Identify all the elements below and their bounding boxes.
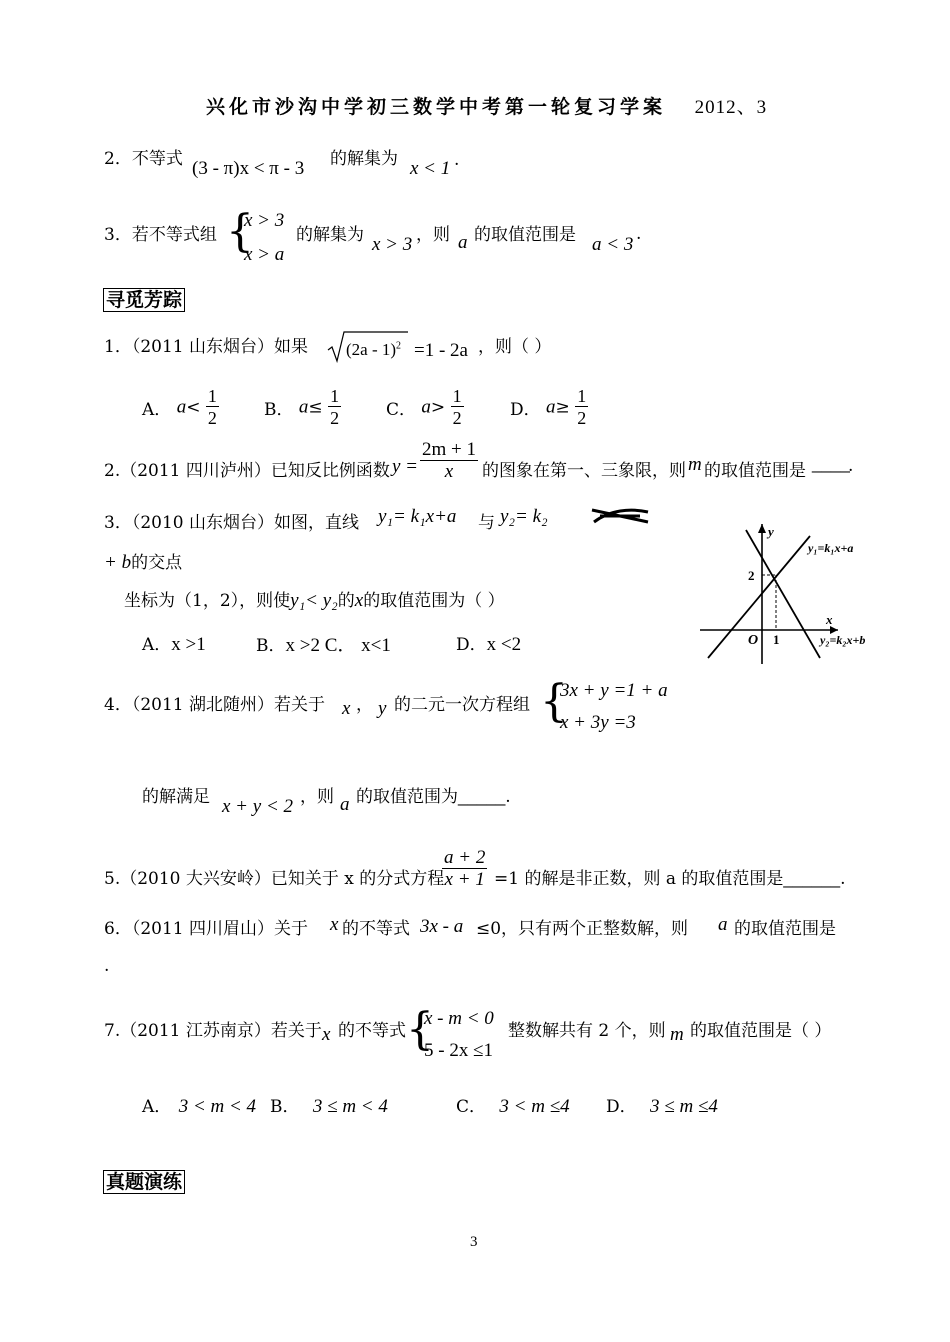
fraction: $\frac{1}{2}$ bbox=[207, 386, 217, 428]
q3-answer: a < 3 bbox=[592, 234, 634, 255]
p1-end: ，则（ ） bbox=[478, 337, 552, 357]
graph-tick-x: 1 bbox=[773, 632, 780, 647]
p3-graph bbox=[696, 518, 916, 668]
p3-eq1: y₁= k₁x+a bbox=[378, 506, 457, 527]
q3-mid3: 的取值范围是 bbox=[474, 225, 576, 245]
header-date: 2012、3 bbox=[694, 97, 768, 118]
scribble-mark bbox=[590, 506, 652, 526]
graph-tick-y: 2 bbox=[748, 568, 755, 583]
p2-lhs: y = bbox=[392, 456, 419, 477]
p3-option-d[interactable]: D．x <2 bbox=[456, 634, 522, 655]
p1-rhs: =1 - 2a bbox=[414, 340, 468, 361]
problem-4: 4．（2011 湖北随州）若关于 bbox=[104, 695, 325, 715]
p6-line2: . bbox=[104, 956, 110, 976]
graph-label-y1: y₁=k₁x+a bbox=[808, 541, 854, 555]
p4-blank: _____ bbox=[458, 787, 506, 806]
p4-y: y bbox=[378, 698, 387, 719]
fraction: $\frac{1}{2}$ bbox=[330, 386, 340, 428]
p2-var: m bbox=[688, 454, 702, 475]
q3-mid: 的解集为 bbox=[296, 225, 364, 245]
problem-2: 2.（2011 四川泸州）已知反比例函数 bbox=[104, 461, 390, 481]
page-number: 3 bbox=[470, 1234, 478, 1250]
p7-text2: 的不等式 bbox=[338, 1021, 406, 1041]
graph-x-label: x bbox=[826, 612, 833, 627]
p4-eq1: 3x + y =1 + a bbox=[560, 680, 668, 701]
p3-option-b[interactable]: B．x >2 C． x<1 bbox=[256, 635, 391, 656]
q3-end: . bbox=[636, 224, 642, 244]
p5-fraction: $\frac{a + 2}{x + 1}$ bbox=[444, 847, 486, 890]
p6-var: a bbox=[718, 914, 728, 935]
p2-end: . bbox=[848, 456, 854, 476]
q2-answer: x < 1 bbox=[410, 158, 451, 179]
p6-text2: 的不等式 bbox=[342, 919, 410, 939]
header-title-text: 兴化市沙沟中学初三数学中考第一轮复习学案 bbox=[206, 96, 667, 118]
p4-sep: ， bbox=[356, 695, 373, 715]
p4-line2: 的解满足 bbox=[142, 787, 210, 807]
fraction: $\frac{1}{2}$ bbox=[577, 386, 587, 428]
p6-xvar: x bbox=[330, 914, 339, 935]
p4-x: x bbox=[342, 698, 351, 719]
p1-option-a[interactable]: A． a< $\frac{1}{2}$ bbox=[142, 386, 217, 428]
p7-option-c[interactable]: C． 3 < m ≤4 bbox=[456, 1096, 570, 1117]
problem-6: 6．（2011 四川眉山）关于 bbox=[104, 919, 308, 939]
p3-option-a[interactable]: A．x >1 bbox=[142, 634, 206, 655]
p6-text3: ≤0，只有两个正整数解，则 bbox=[476, 919, 689, 939]
graph-origin: O bbox=[748, 633, 759, 648]
p6-ineq: 3x - a bbox=[420, 916, 464, 937]
p4-var: a bbox=[340, 794, 350, 815]
p1-option-c[interactable]: C． a> $\frac{1}{2}$ bbox=[386, 386, 462, 428]
p2-fraction: $\frac{2m + 1}{x}$ bbox=[422, 439, 476, 482]
q3-brace: { bbox=[226, 206, 254, 257]
p2-text2: 的图象在第一、三象限，则 bbox=[482, 461, 686, 481]
p1-option-b[interactable]: B． a≤ $\frac{1}{2}$ bbox=[264, 386, 340, 428]
section-heading-1: 寻觅芳踪 bbox=[103, 288, 185, 312]
p4-text2: 的二元一次方程组 bbox=[394, 695, 530, 715]
graph-y-label: y bbox=[768, 524, 774, 539]
q2-mid: 的解集为 bbox=[330, 149, 398, 169]
q3-line1: x > 3 bbox=[244, 210, 285, 231]
p4-line2b: ，则 bbox=[300, 787, 334, 807]
graph-label-y2: y₂=k₂x+b bbox=[820, 633, 866, 647]
q3-var: a bbox=[458, 232, 468, 253]
question-2-top: 2．不等式 bbox=[104, 149, 183, 169]
p7-option-d[interactable]: D． 3 ≤ m ≤4 bbox=[606, 1096, 718, 1117]
problem-5: 5.（2010 大兴安岭）已知关于 x 的分式方程 bbox=[104, 869, 445, 889]
q3-line2: x > a bbox=[244, 244, 285, 265]
p1-option-d[interactable]: D． a≥ $\frac{1}{2}$ bbox=[510, 386, 587, 428]
p5-blank: ______ bbox=[783, 869, 841, 888]
p7-brace: { bbox=[406, 1004, 434, 1055]
p7-option-b[interactable]: B． 3 ≤ m < 4 bbox=[270, 1096, 388, 1117]
q3-sol: x > 3 bbox=[372, 234, 413, 255]
p3-line3: 坐标为（1，2），则使y₁< y₂的x的取值范围为（ ） bbox=[124, 590, 505, 611]
fraction: $\frac{1}{2}$ bbox=[452, 386, 462, 428]
p1-radicand: (2a - 1)$^2$ bbox=[346, 340, 402, 359]
p7-text3: 整数解共有 2 个，则 bbox=[508, 1021, 666, 1041]
p4-brace: { bbox=[540, 676, 568, 727]
p7-text4: 的取值范围是（ ） bbox=[690, 1021, 832, 1041]
problem-3: 3．（2010 山东烟台）如图，直线 bbox=[104, 513, 359, 533]
q2-inequality: (3 - π)x < π - 3 bbox=[192, 158, 305, 179]
q3-mid2: ，则 bbox=[416, 225, 450, 245]
p4-eq2: x + 3y =3 bbox=[560, 712, 636, 733]
p2-text3: 的取值范围是 bbox=[704, 461, 806, 481]
p7-line2: 5 - 2x ≤1 bbox=[424, 1040, 494, 1061]
p2-blank: ____ bbox=[812, 454, 850, 473]
p3-eq2: y₂= k₂ bbox=[500, 506, 548, 527]
p7-line1: x - m < 0 bbox=[424, 1008, 494, 1029]
p3-line2: + b的交点 bbox=[104, 552, 183, 573]
p5-text2: =1 的解是非正数，则 a 的取值范围是 bbox=[494, 869, 784, 889]
p7-option-a[interactable]: A． 3 < m < 4 bbox=[142, 1096, 257, 1117]
q2-end: . bbox=[454, 150, 460, 170]
header-title bbox=[206, 92, 767, 119]
section-heading-2: 真题演练 bbox=[103, 1170, 185, 1194]
problem-1: 1．（2011 山东烟台）如果 bbox=[104, 337, 308, 357]
p3-text2: 与 bbox=[478, 513, 495, 533]
p7-xvar: x bbox=[322, 1024, 331, 1045]
p6-text4: 的取值范围是 bbox=[734, 919, 836, 939]
p4-cond: x + y < 2 bbox=[222, 796, 294, 817]
p7-mvar: m bbox=[670, 1024, 684, 1045]
question-3-top: 3．若不等式组 bbox=[104, 225, 217, 245]
p4-line2c: 的取值范围为 bbox=[356, 787, 458, 807]
problem-7: 7.（2011 江苏南京）若关于 bbox=[104, 1021, 322, 1041]
